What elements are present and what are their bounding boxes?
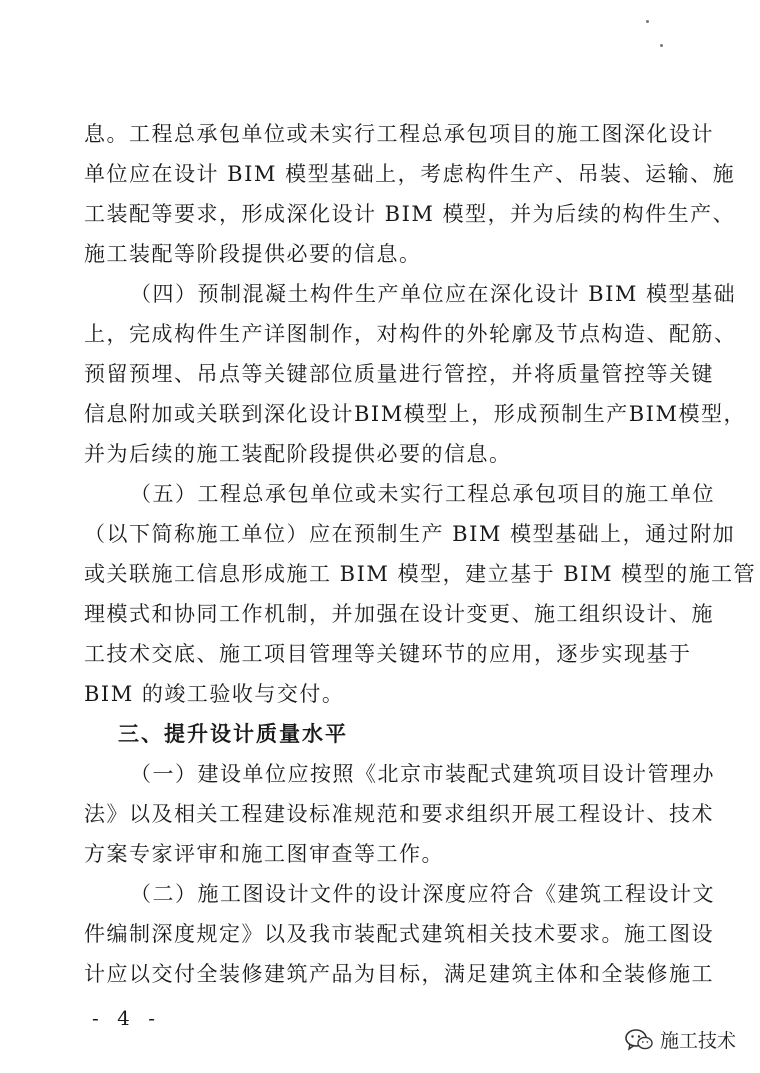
paragraph-line: 或关联施工信息形成施工 BIM 模型，建立基于 BIM 模型的施工管	[84, 562, 757, 586]
paragraph-line: 理模式和协同工作机制，并加强在设计变更、施工组织设计、施	[84, 602, 714, 626]
paragraph-line: （四）预制混凝土构件生产单位应在深化设计 BIM 模型基础	[130, 282, 737, 306]
paragraph-line: （二）施工图设计文件的设计深度应符合《建筑工程设计文	[130, 882, 715, 906]
scan-speck	[646, 20, 649, 23]
paragraph-line: （一）建设单位应按照《北京市装配式建筑项目设计管理办	[130, 762, 715, 786]
watermark-text: 施工技术	[659, 1030, 736, 1052]
paragraph-line: 单位应在设计 BIM 模型基础上，考虑构件生产、吊装、运输、施	[84, 162, 736, 186]
paragraph-line: BIM 的竣工验收与交付。	[84, 682, 345, 706]
paragraph-line: 信息附加或关联到深化设计BIM模型上，形成预制生产BIM模型，	[84, 402, 746, 426]
paragraph-line: 工装配等要求，形成深化设计 BIM 模型，并为后续的构件生产、	[84, 202, 736, 226]
paragraph-line: 并为后续的施工装配阶段提供必要的信息。	[84, 442, 512, 466]
page-number: - 4 -	[92, 1006, 161, 1030]
paragraph-line: 件编制深度规定》以及我市装配式建筑相关技术要求。施工图设	[84, 922, 714, 946]
paragraph-line: 方案专家评审和施工图审查等工作。	[84, 842, 444, 866]
paragraph-line: 施工装配等阶段提供必要的信息。	[84, 242, 422, 266]
scan-speck	[660, 44, 663, 47]
paragraph-line: 法》以及相关工程建设标准规范和要求组织开展工程设计、技术	[84, 802, 714, 826]
paragraph-line: 上，完成构件生产详图制作，对构件的外轮廓及节点构造、配筋、	[84, 322, 737, 346]
paragraph-line: 息。工程总承包单位或未实行工程总承包项目的施工图深化设计	[84, 122, 714, 146]
wechat-icon	[624, 1027, 654, 1053]
section-heading: 三、提升设计质量水平	[118, 722, 348, 746]
paragraph-line: （以下简称施工单位）应在预制生产 BIM 模型基础上，通过附加	[84, 522, 736, 546]
wechat-watermark	[624, 1026, 736, 1053]
paragraph-line: 工技术交底、施工项目管理等关键环节的应用，逐步实现基于	[84, 642, 692, 666]
paragraph-line: 计应以交付全装修建筑产品为目标，满足建筑主体和全装修施工	[84, 962, 714, 986]
paragraph-line: （五）工程总承包单位或未实行工程总承包项目的施工单位	[130, 482, 715, 506]
paragraph-line: 预留预埋、吊点等关键部位质量进行管控，并将质量管控等关键	[84, 362, 714, 386]
